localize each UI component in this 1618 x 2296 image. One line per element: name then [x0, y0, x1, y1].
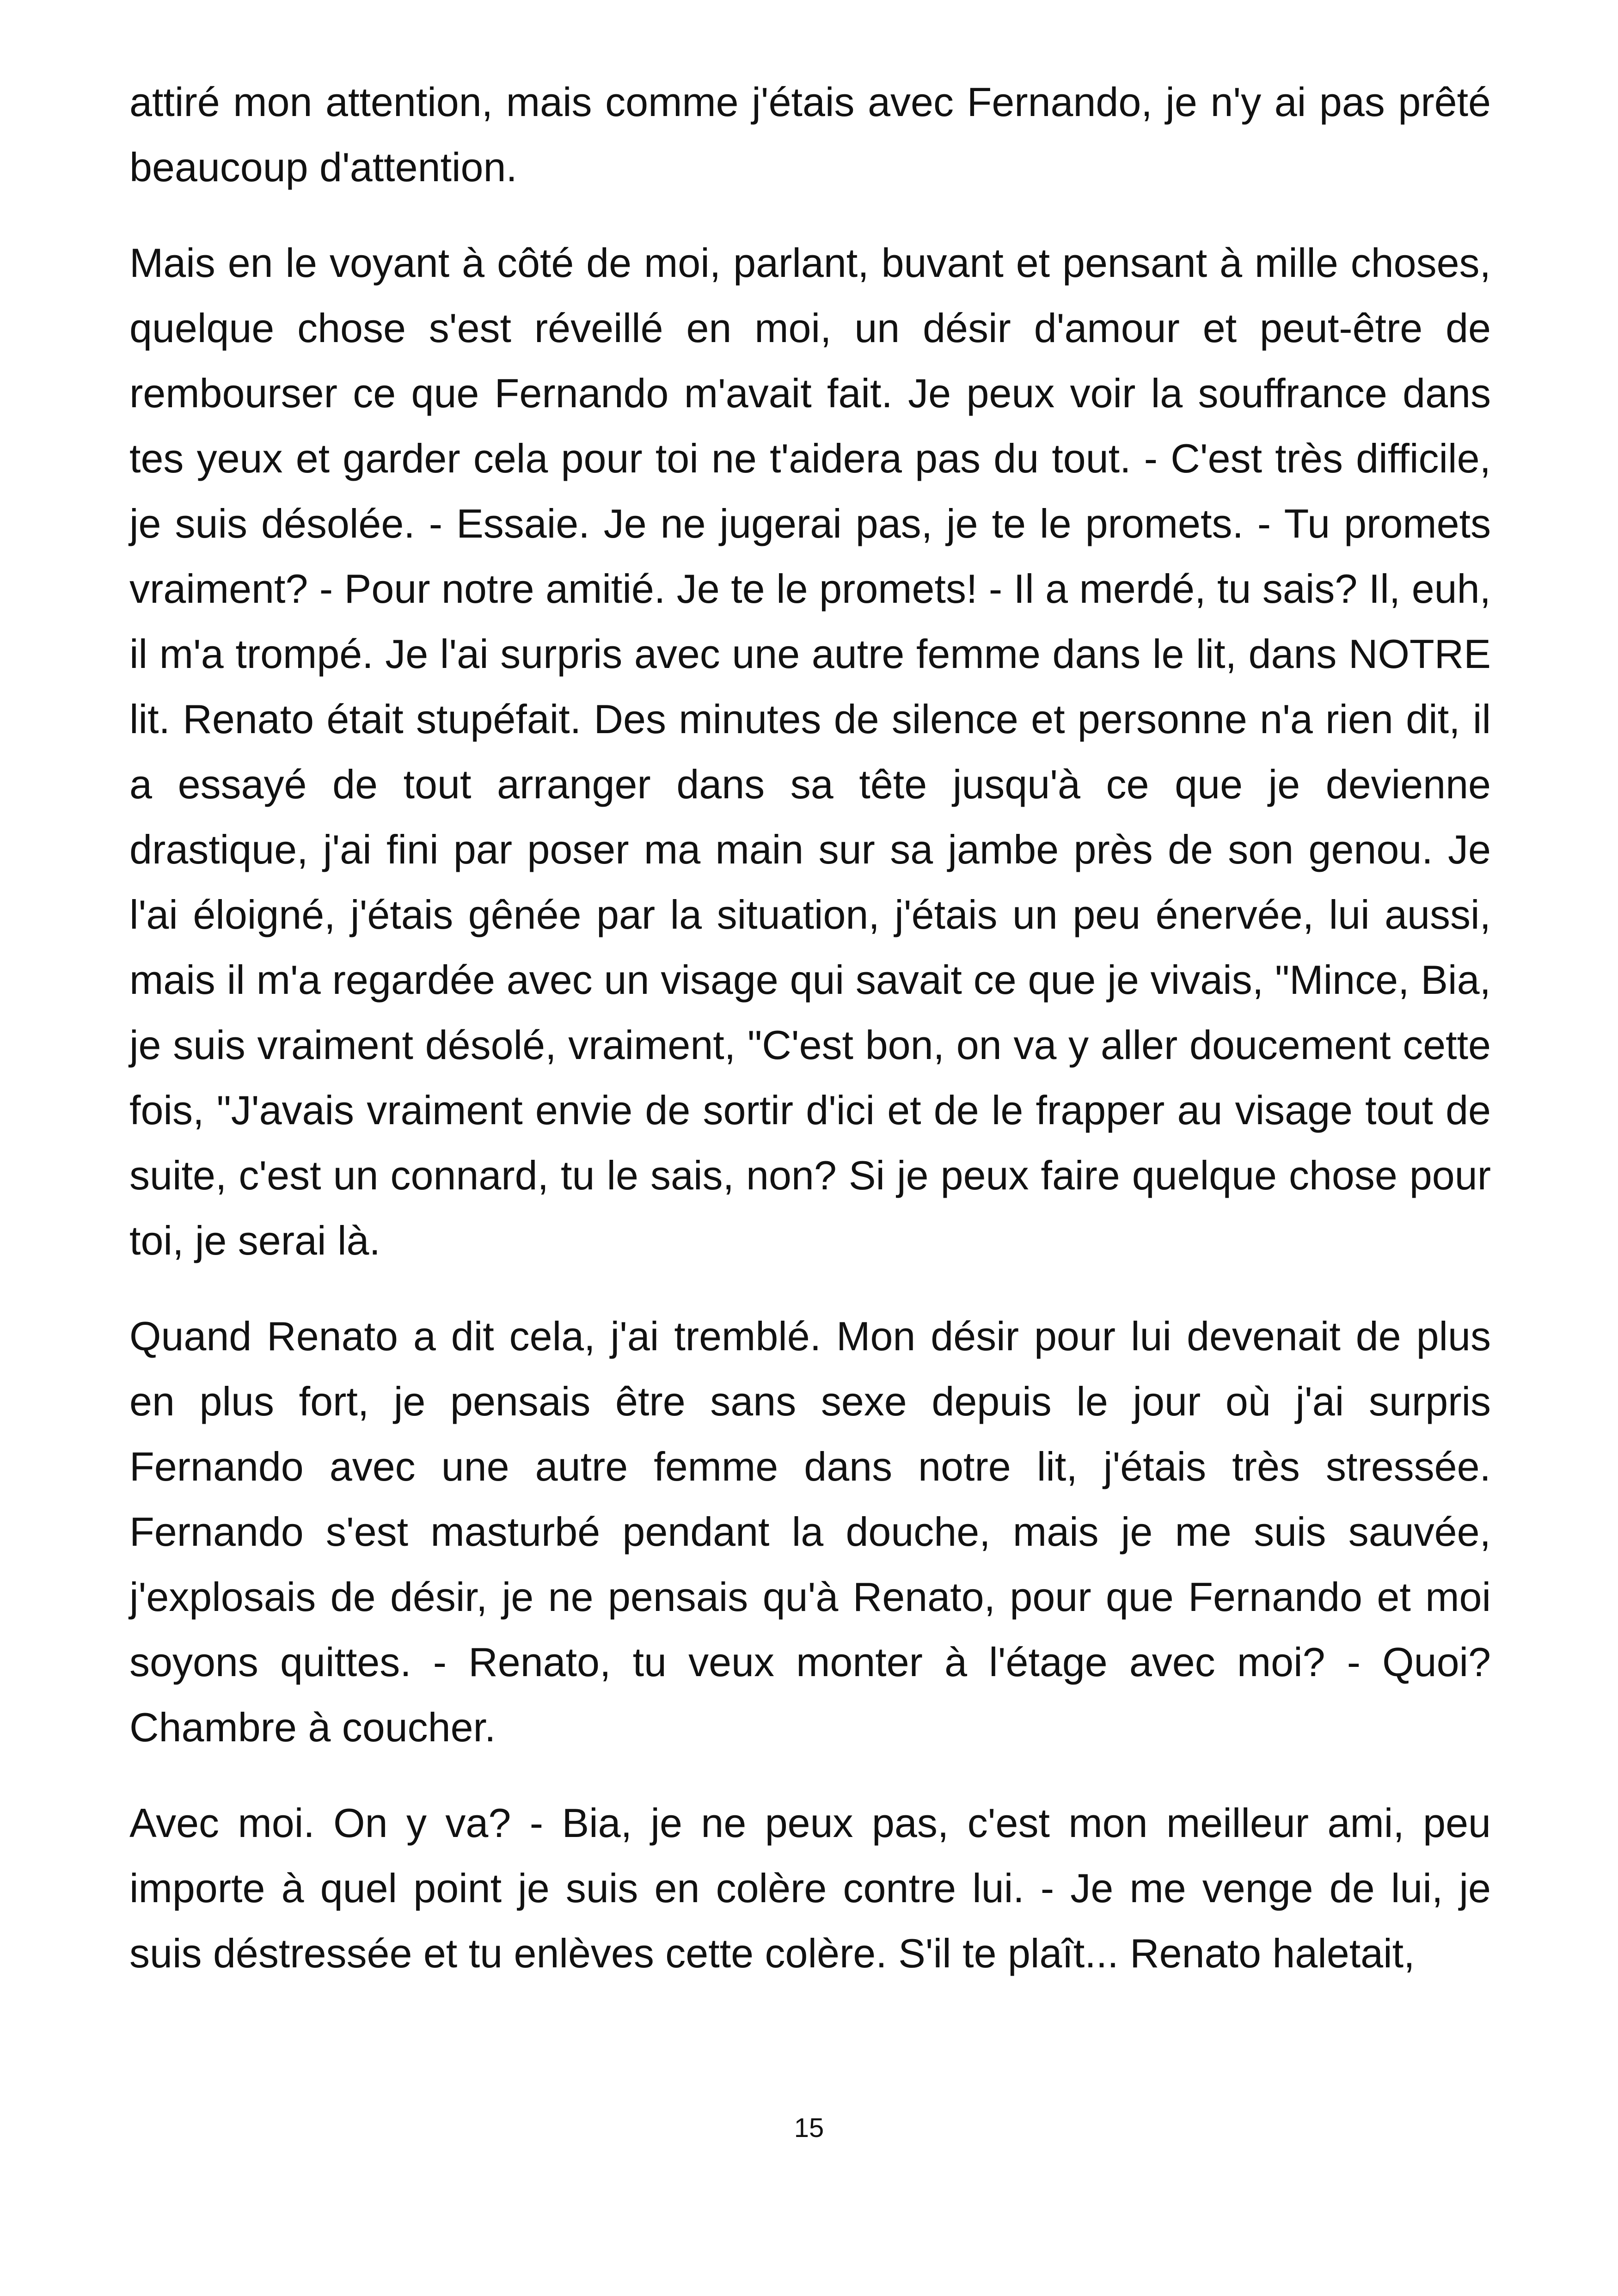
page-number: 15	[794, 2113, 824, 2143]
paragraph-3: Quand Renato a dit cela, j'ai tremblé. Mon désir pour lui devenait de plus en plus fort, je pensais être sans sexe depuis le jour où j'ai surpris Fernando avec une autre femme dans notre lit, j'étais très stressée. Fernando s'est masturbé pendant la douche, mais je me suis sauvée, j'explosais de désir, je ne pensais qu'à Renato, pour que Fernando et moi soyons quittes. - Renato, tu veux monter à l'étage avec moi? - Quoi? Chambre à coucher.	[129, 1313, 1491, 1750]
paragraph-4: Avec moi. On y va? - Bia, je ne peux pas, c'est mon meilleur ami, peu importe à quel point je suis en colère contre lui. - Je me venge de lui, je suis déstressée et tu enlèves cette colère. S'il te plaît... Renato haletait,	[129, 1800, 1491, 1976]
paragraph-1: attiré mon attention, mais comme j'étais avec Fernando, je n'y ai pas prêté beaucoup d'attention.	[129, 79, 1491, 190]
body-text	[129, 69, 1491, 2016]
paragraph-2: Mais en le voyant à côté de moi, parlant, buvant et pensant à mille choses, quelque chose s'est réveillé en moi, un désir d'amour et peut-être de rembourser ce que Fernando m'avait fait. Je peux voir la souffrance dans tes yeux et garder cela pour toi ne t'aidera pas du tout. - C'est très difficile, je suis désolée. - Essaie. Je ne jugerai pas, je te le promets. - Tu promets vraiment? - Pour notre amitié. Je te le promets! - Il a merdé, tu sais? Il, euh, il m'a trompé. Je l'ai surpris avec une autre femme dans le lit, dans NOTRE lit. Renato était stupéfait. Des minutes de silence et personne n'a rien dit, il a essayé de tout arranger dans sa tête jusqu'à ce que je devienne drastique, j'ai fini par poser ma main sur sa jambe près de son genou. Je l'ai éloigné, j'étais gênée par la situation, j'étais un peu énervée, lui aussi, mais il m'a regardée avec un visage qui savait ce que je vivais, "Mince, Bia, je suis vraiment désolé, vraiment, "C'est bon, on va y aller doucement cette fois, "J'avais vraiment envie de sortir d'ici et de le frapper au visage tout de suite, c'est un connard, tu le sais, non? Si je peux faire quelque chose pour toi, je serai là.	[129, 240, 1491, 1263]
